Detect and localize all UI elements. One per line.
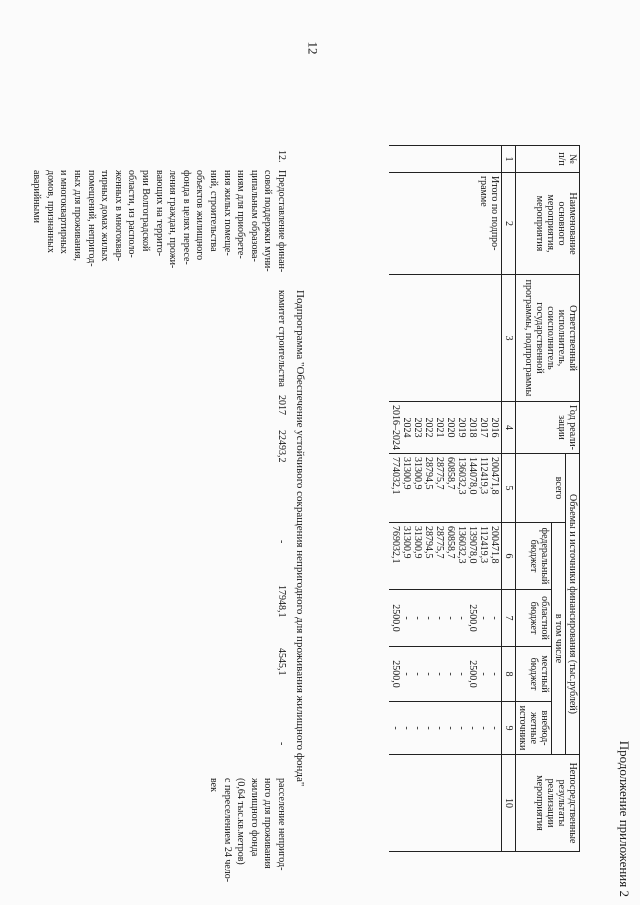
total-row <box>389 146 502 852</box>
row12-name: Предоставление финан- совой поддержки муни- ципальным образова- ниям для приобрете- ния жилых помеще- ний, строительства объектов жилищного фонда в целях пересе- ления граждан, прожи- вающих на террито- рии Волгоградской области, из располо- женных в многоквар- тирных домах жилых помещений, непригод- ных для проживания, и многоквартирных домов, признанных аварийными <box>31 170 287 273</box>
total-years: 2016 2017 2018 2019 2020 2021 2022 2023 2024 2016–2024 <box>389 402 502 454</box>
row12-year: 2017 <box>276 395 287 415</box>
header-year: Год реали- зации <box>516 402 580 454</box>
header-reg: областной бюджет <box>516 590 552 647</box>
row12-result: расселение непригод- ного для проживания жилищного фонда (0,64 тыс.кв.метров) с переселением 24 чело- век <box>208 778 287 883</box>
header-incl: в том числе <box>552 523 566 755</box>
column-numbers-row: 1 2 3 4 5 6 7 8 9 10 <box>502 146 516 852</box>
header-loc: местный бюджет <box>516 647 552 702</box>
row12-reg: 17948,1 <box>276 585 287 618</box>
subprogram-title: Подпрограмма "Обеспечение устойчивого сокращения непригодного для проживания жилищного фонда" <box>294 290 306 787</box>
header-total: всего <box>516 454 566 523</box>
row12-exec: комитет строительства <box>276 290 287 387</box>
extra-values: - - - - - - - - - - <box>389 702 502 755</box>
header-fed: федеральный бюджет <box>516 523 552 590</box>
page-number: 12 <box>305 41 321 55</box>
header-extra: внебюд- жетные источники <box>516 702 552 755</box>
header-results: Непосредственные результаты реализации мероприятия <box>516 755 580 852</box>
loc-values: - - 2500,0 - - - - - - 2500,0 <box>389 647 502 702</box>
header-name: Наименование основного мероприятия, мероприятия <box>516 173 580 275</box>
continuation-title: Продолжение приложения 2 <box>617 740 632 897</box>
header-exec: Ответственный исполнитель, соисполнитель государственной программы, подпрограммы <box>516 275 580 402</box>
total-values: 200471,8 112419,3 144078,0 136032,3 60858,7 28775,7 28794,5 31300,9 31300,9 774032,1 <box>389 454 502 523</box>
header-num: № п/п <box>516 146 580 173</box>
row12-extra: - <box>276 742 287 746</box>
row12-fed: - <box>276 540 287 544</box>
row12-total: 22493,2 <box>276 430 287 463</box>
financing-table <box>389 145 580 852</box>
header-volumes: Объемы и источники финансирования (тыс.рублей) <box>566 454 580 755</box>
row12-num: 12. <box>276 150 287 163</box>
reg-values: - - 2500,0 - - - - - - 2500,0 <box>389 590 502 647</box>
total-label: Итого по подпро- грамме <box>389 173 502 275</box>
fed-values: 200471,8 112419,3 139078,0 136032,3 60858,7 28775,7 28794,5 31300,9 31300,9 769032,1 <box>389 523 502 590</box>
row12-loc: 4545,1 <box>276 648 287 676</box>
